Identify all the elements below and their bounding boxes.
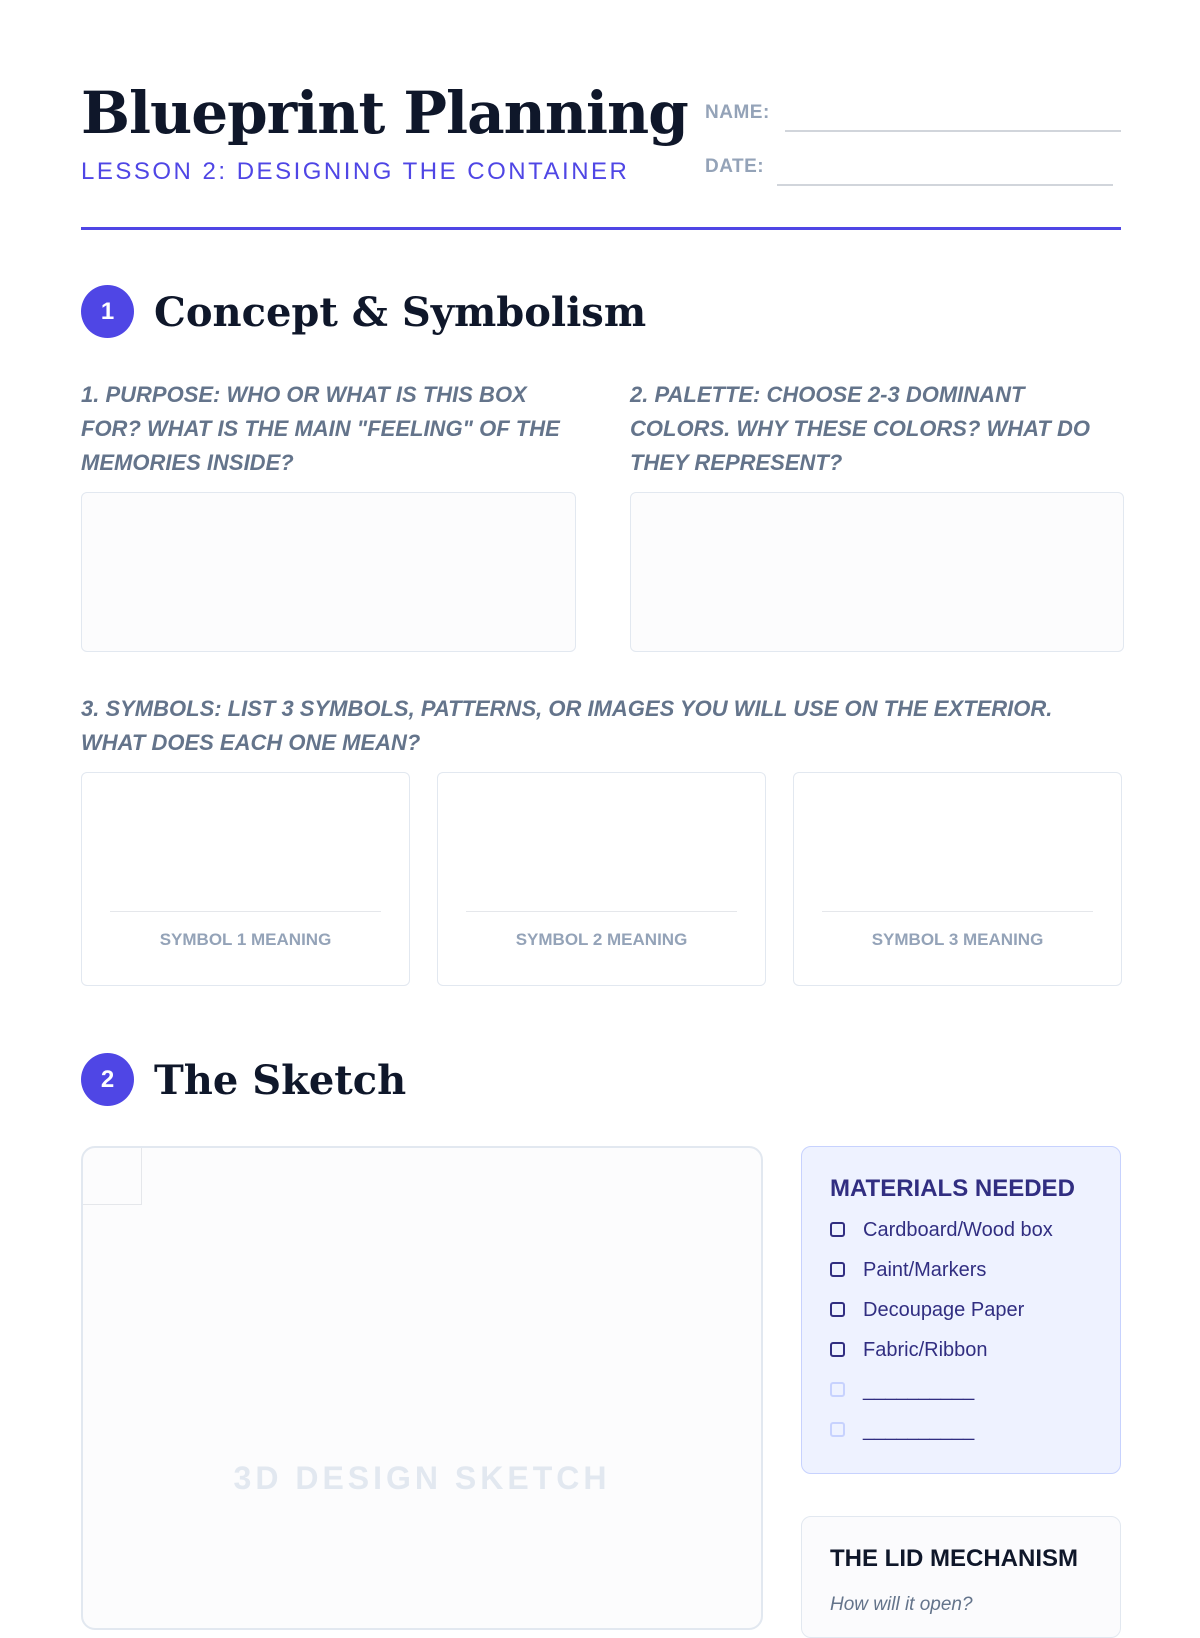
name-field[interactable] [785, 130, 1121, 132]
symbol-2-box[interactable] [437, 772, 766, 986]
checkbox-icon[interactable] [830, 1262, 845, 1277]
header-divider [81, 227, 1121, 230]
page-subtitle: LESSON 2: DESIGNING THE CONTAINER [81, 158, 630, 185]
checkbox-icon[interactable] [830, 1342, 845, 1357]
sketch-area[interactable] [81, 1146, 763, 1630]
checkbox-icon[interactable] [830, 1222, 845, 1237]
name-label: NAME: [705, 102, 770, 123]
palette-answer-box[interactable] [630, 492, 1124, 652]
question-palette: 2. PALETTE: CHOOSE 2-3 DOMINANT COLORS. WHY THESE COLORS? WHAT DO THEY REPRESENT? [630, 382, 1090, 475]
checkbox-icon[interactable] [830, 1382, 845, 1397]
material-blank-line: __________ [863, 1379, 975, 1401]
checkbox-icon[interactable] [830, 1302, 845, 1317]
symbol-1-line [110, 911, 381, 912]
section-2-title: The Sketch [154, 1057, 407, 1104]
question-symbols: 3. SYMBOLS: LIST 3 SYMBOLS, PATTERNS, OR IMAGES YOU WILL USE ON THE EXTERIOR. WHAT DOES EACH ONE MEAN? [81, 696, 1053, 755]
date-field[interactable] [777, 184, 1113, 186]
lid-title: THE LID MECHANISM [830, 1545, 1078, 1572]
material-label: Decoupage Paper [863, 1299, 1025, 1321]
checkbox-icon[interactable] [830, 1422, 845, 1437]
symbol-3-line [822, 911, 1093, 912]
symbol-1-box[interactable] [81, 772, 410, 986]
material-label: Paint/Markers [863, 1259, 987, 1281]
symbol-3-caption: SYMBOL 3 MEANING [871, 930, 1044, 949]
material-label: Fabric/Ribbon [863, 1339, 988, 1361]
section-1-title: Concept & Symbolism [154, 289, 647, 336]
sketch-watermark: 3D DESIGN SKETCH [233, 1460, 611, 1496]
sketch-corner-marker [83, 1148, 142, 1205]
materials-card [801, 1146, 1121, 1474]
section-1-badge: 1 [81, 285, 134, 338]
date-label: DATE: [705, 156, 765, 177]
lid-prompt: How will it open? [830, 1594, 973, 1615]
symbol-2-line [466, 911, 737, 912]
materials-title: MATERIALS NEEDED [830, 1175, 1075, 1202]
material-label: Cardboard/Wood box [863, 1219, 1053, 1241]
purpose-answer-box[interactable] [81, 492, 576, 652]
page-title: Blueprint Planning [81, 79, 688, 147]
symbol-3-box[interactable] [793, 772, 1122, 986]
question-purpose: 1. PURPOSE: WHO OR WHAT IS THIS BOX FOR? WHAT IS THE MAIN "FEELING" OF THE MEMORIES INSIDE? [81, 382, 560, 475]
symbol-1-caption: SYMBOL 1 MEANING [159, 930, 332, 949]
lid-mechanism-card [801, 1516, 1121, 1638]
section-2-badge: 2 [81, 1053, 134, 1106]
material-blank-line: __________ [863, 1419, 975, 1441]
symbol-2-caption: SYMBOL 2 MEANING [515, 930, 688, 949]
